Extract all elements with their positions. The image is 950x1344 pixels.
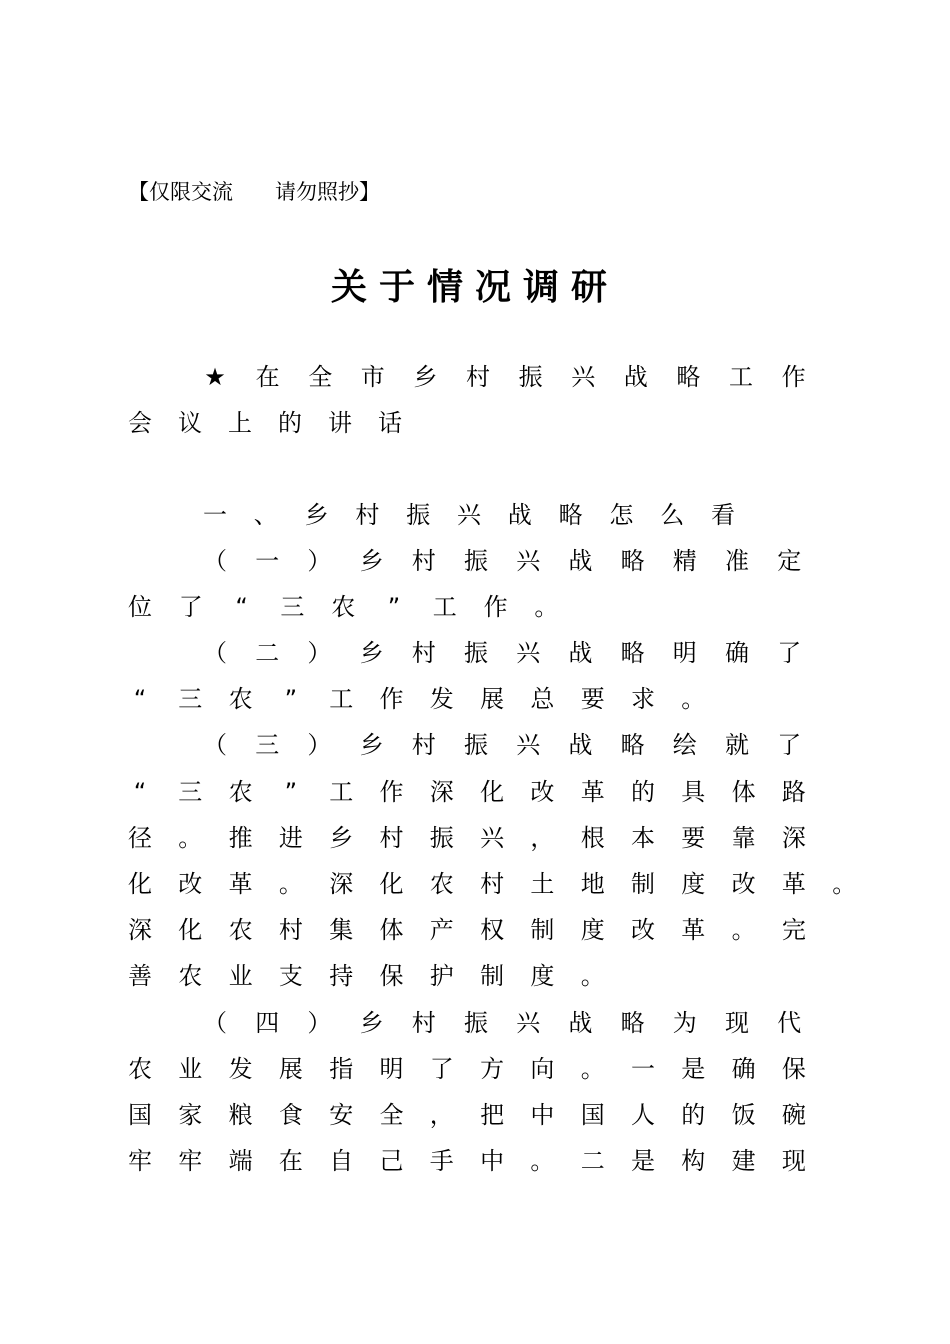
text-char: 一 [631,1055,655,1083]
text-char: 革 [781,870,806,898]
text-char: ” [387,593,401,621]
text-char: 要 [681,824,706,852]
text-char: 工 [729,363,753,391]
text-char: 牢 [128,1147,152,1175]
text-char: ） [307,1009,332,1037]
text-char: 乡 [359,1009,384,1037]
text-char: 振 [464,1009,488,1037]
text-char: 深 [429,778,454,806]
text-char: 振 [518,363,543,391]
text-char: 要 [580,685,605,713]
text-char: “ [133,778,147,806]
text-char: 革 [681,916,706,944]
notice-line [128,176,380,206]
text-char: 一 [255,547,280,575]
text-char: 乡 [329,824,354,852]
text-char: 。 [530,1147,555,1175]
text-char: 。 [580,1055,605,1083]
text-char: 略 [676,363,701,391]
text-char: 市 [360,363,385,391]
text-char: 本 [631,824,655,852]
text-char: 作 [483,593,508,621]
text-char: 支 [278,962,303,990]
text-char: 。 [580,962,605,990]
text-char: 。 [832,870,857,898]
notice-left: 【仅限交流 [128,180,233,204]
text-char: 村 [411,731,436,759]
text-char: 战 [623,363,648,391]
text-char: 略 [620,547,645,575]
text-char: 化 [480,778,505,806]
text-char: 善 [128,962,152,990]
text-char: 农 [331,593,356,621]
text-char: （ [203,639,227,667]
text-char: 指 [329,1055,354,1083]
text-char: 兴 [516,547,541,575]
text-char: ★ [204,363,226,391]
text-char: 略 [558,501,583,529]
text-char: 度 [681,870,706,898]
text-char: 讲 [328,409,352,437]
text-char: 乡 [359,547,384,575]
text-char: 把 [480,1101,505,1129]
text-char: 向 [530,1055,555,1083]
text-char: 话 [378,409,402,437]
text-char: 国 [128,1101,152,1129]
text-char: 具 [681,778,706,806]
text-char: 农 [429,870,454,898]
text-char: 兴 [516,639,541,667]
text-char: 人 [631,1101,655,1129]
text-char: 土 [530,870,555,898]
text-char: 自 [329,1147,354,1175]
text-char: ） [307,731,332,759]
text-char: 工 [329,685,354,713]
text-char: 牢 [178,1147,203,1175]
text-char: 化 [128,870,152,898]
text-char: 保 [781,1055,806,1083]
text-char: 确 [731,1055,756,1083]
text-char: 农 [178,962,203,990]
text-char: 展 [480,685,505,713]
text-char: 中 [480,1147,505,1175]
text-char: 兴 [457,501,481,529]
text-char: 村 [278,916,303,944]
text-char: 制 [530,916,555,944]
text-char: 地 [580,870,605,898]
text-char: 乡 [359,639,384,667]
text-char: 粮 [228,1101,253,1129]
text-char: 了 [178,593,203,621]
text-char: 战 [568,1009,593,1037]
text-char: 业 [178,1055,203,1083]
text-char: 乡 [413,363,438,391]
text-char: 作 [781,363,806,391]
text-char: 兴 [516,731,541,759]
text-char: 准 [725,547,749,575]
text-char: 饭 [731,1101,756,1129]
text-char: 兴 [571,363,596,391]
text-char: 全 [379,1101,404,1129]
text-char: 的 [278,409,302,437]
text-char: 定 [777,547,802,575]
text-char: 代 [777,1009,802,1037]
text-char: 村 [379,824,404,852]
text-char: “ [235,593,248,621]
text-char: 。 [534,593,559,621]
text-char: 家 [178,1101,203,1129]
text-char: 三 [178,778,203,806]
text-char: 制 [480,962,505,990]
text-char: 村 [411,547,436,575]
text-char: 看 [711,501,735,529]
text-char: ， [530,824,555,852]
text-char: 振 [429,824,454,852]
text-char: 么 [660,501,685,529]
text-char: 制 [631,870,655,898]
text-char: 三 [255,731,280,759]
text-char: 进 [278,824,303,852]
text-char: 中 [530,1101,555,1129]
text-char: 现 [725,1009,749,1037]
text-char: 体 [379,916,404,944]
text-char: 战 [507,501,532,529]
text-char: 略 [620,639,645,667]
text-char: 农 [228,916,253,944]
text-char: 工 [329,778,354,806]
text-char: 战 [568,731,593,759]
text-char: 战 [568,639,593,667]
text-char: 国 [580,1101,605,1129]
text-char: 靠 [731,824,756,852]
text-char: 手 [429,1147,454,1175]
text-char: 体 [731,778,756,806]
text-char: 路 [781,778,806,806]
text-char: 怎 [609,501,634,529]
text-char: 振 [406,501,431,529]
text-char: 村 [466,363,490,391]
text-char: 根 [580,824,605,852]
text-char: 村 [411,1009,436,1037]
text-char: （ [203,731,227,759]
text-char: 、 [253,501,278,529]
text-char: 作 [379,778,404,806]
text-char: 二 [580,1147,605,1175]
text-char: 三 [280,593,305,621]
text-char: 为 [672,1009,697,1037]
text-char: 端 [228,1147,253,1175]
text-char: 集 [329,916,354,944]
text-char: 持 [329,962,354,990]
text-char: 在 [278,1147,303,1175]
notice-right: 请勿照抄】 [275,180,380,204]
text-char: 在 [255,363,280,391]
text-char: “ [133,685,147,713]
text-char: 化 [379,870,404,898]
text-char: ” [284,685,298,713]
text-char: 四 [255,1009,280,1037]
text-char: 革 [580,778,605,806]
text-char: 革 [228,870,253,898]
text-char: 战 [568,547,593,575]
text-char: 是 [681,1055,706,1083]
text-char: 权 [480,916,505,944]
text-char: ） [307,547,332,575]
text-char: 农 [128,1055,152,1083]
text-char: 的 [631,778,655,806]
text-char: 略 [620,1009,645,1037]
text-char: 建 [731,1147,756,1175]
text-char: 发 [228,1055,253,1083]
text-char: 乡 [359,731,384,759]
text-char: 农 [228,685,253,713]
text-char: 振 [464,639,488,667]
text-char: 全 [308,363,333,391]
text-char: 安 [329,1101,354,1129]
text-char: 一 [203,501,227,529]
text-char: 改 [631,916,655,944]
text-char: 改 [530,778,555,806]
text-char: 改 [731,870,756,898]
text-char: 就 [725,731,749,759]
text-char: 求 [631,685,655,713]
text-char: 度 [580,916,605,944]
text-char: 了 [777,731,802,759]
text-char: 村 [411,639,436,667]
text-char: （ [203,547,227,575]
text-char: 推 [228,824,253,852]
text-char: 。 [731,916,756,944]
text-char: 乡 [304,501,329,529]
text-char: 保 [379,962,404,990]
text-char: 深 [128,916,152,944]
text-char: 二 [255,639,280,667]
text-char: 。 [681,685,706,713]
text-char: 了 [777,639,802,667]
text-char: 方 [480,1055,505,1083]
text-char: ， [429,1101,454,1129]
text-char: 发 [429,685,454,713]
text-char: 明 [672,639,697,667]
text-char: 完 [781,916,806,944]
text-char: 的 [681,1101,706,1129]
text-char: 农 [228,778,253,806]
text-char: 度 [530,962,555,990]
text-char: 村 [480,870,505,898]
text-char: （ [203,1009,227,1037]
text-char: 作 [379,685,404,713]
text-char: 工 [432,593,457,621]
text-char: 。 [178,824,203,852]
text-char: 深 [781,824,806,852]
text-char: 会 [128,409,152,437]
text-char: 振 [464,731,488,759]
text-char: 径 [128,824,152,852]
document-title: 关于情况调研 [330,266,619,308]
text-char: 位 [128,593,152,621]
text-char: 化 [178,916,203,944]
text-char: 议 [178,409,202,437]
text-char: 明 [379,1055,404,1083]
text-char: 己 [379,1147,404,1175]
text-char: 是 [631,1147,655,1175]
text-char: 精 [672,547,697,575]
text-char: 。 [278,870,303,898]
text-char: 护 [429,962,454,990]
text-char: 现 [781,1147,806,1175]
text-char: 略 [620,731,645,759]
text-char: 食 [278,1101,303,1129]
text-char: 构 [681,1147,706,1175]
text-char: 了 [429,1055,454,1083]
text-char: 确 [725,639,749,667]
text-char: 绘 [672,731,697,759]
text-char: 三 [178,685,203,713]
text-char: 业 [228,962,253,990]
text-char: 振 [464,547,488,575]
text-char: 上 [228,409,252,437]
text-char: 改 [178,870,203,898]
text-char: ” [284,778,298,806]
text-char: 产 [429,916,454,944]
text-char: 村 [355,501,380,529]
text-char: 总 [530,685,555,713]
text-char: 碗 [781,1101,806,1129]
text-char: 展 [278,1055,303,1083]
text-char: 兴 [516,1009,541,1037]
text-char: 兴 [480,824,505,852]
text-char: ） [307,639,332,667]
text-char: 深 [329,870,354,898]
